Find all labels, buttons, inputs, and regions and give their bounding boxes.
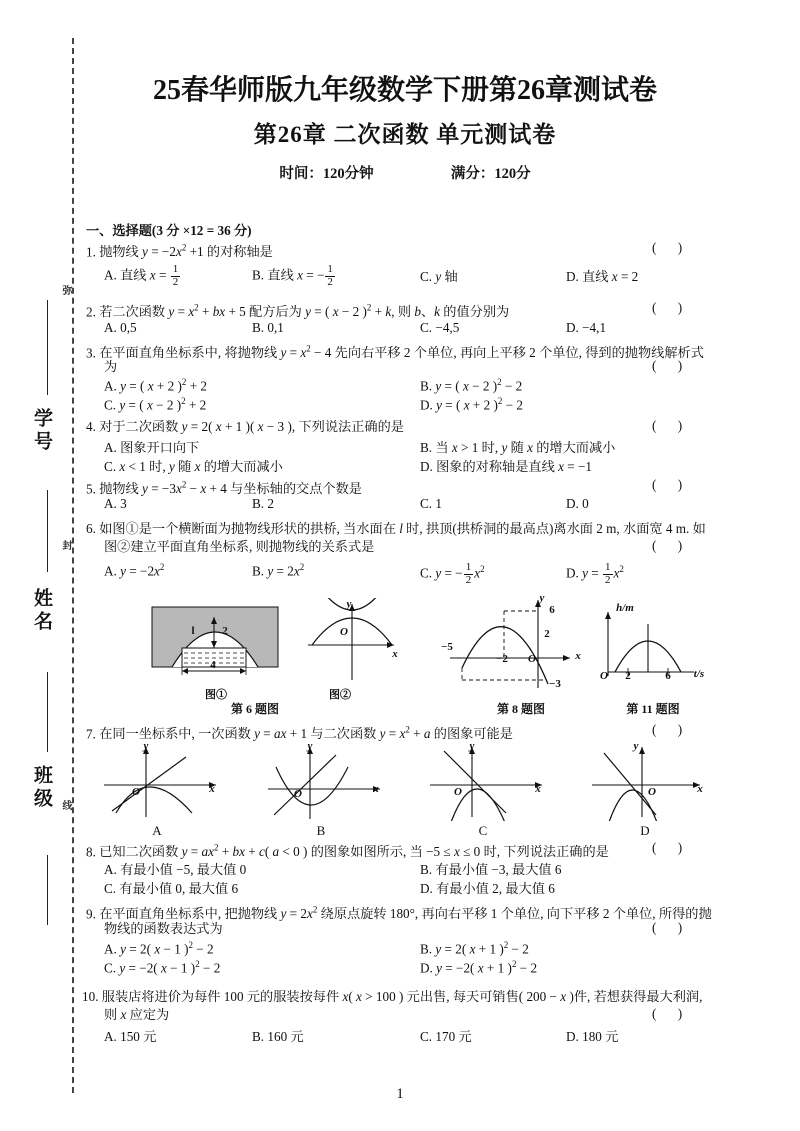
question-7-a-origin: O [132, 786, 140, 798]
seal-dashed-line [72, 38, 74, 1093]
question-1-stem [86, 240, 273, 260]
question-3-text: 在平面直角坐标系中, 将抛物线 $y = x^2 - 4$ 先向右平移 2 个单位, 再向上平移 2 个单位, 得到的抛物线解析式 [99, 344, 704, 361]
question-7-option-d-label: D [640, 823, 650, 838]
question-7-b-x-label: x [373, 783, 379, 795]
figure-q8-tick-6: 6 [549, 604, 555, 616]
section-heading: 一、选择题(3 分 ×12 = 36 分) [86, 223, 252, 238]
question-6-stem [86, 520, 706, 537]
question-7-c-origin: O [454, 786, 462, 798]
figure-arch-bridge [150, 605, 280, 683]
figure-q8-x-axis-label: x [575, 650, 581, 662]
question-3-stem-line2: 为 [104, 359, 118, 374]
question-3-option-b[interactable]: B. y = ( x − 2 )$^2$ − 2 [420, 377, 523, 394]
question-9-option-c[interactable]: C. y = −2( x − 1 )$^2$ − 2 [104, 959, 221, 976]
seal-char-2: 封 [60, 540, 71, 551]
question-7-option-d-graph[interactable] [586, 743, 711, 821]
figure-parabola-origin-label: O [340, 626, 348, 638]
question-5-option-d[interactable]: D. 0 [566, 496, 589, 511]
question-8-number: 8. [86, 844, 96, 860]
question-3-number: 3. [86, 345, 96, 361]
question-7-number: 7. [86, 726, 96, 742]
field-label-class: 班级 [31, 765, 52, 811]
question-6-option-a[interactable]: A. $y = -2x^2$ [104, 562, 165, 579]
question-6-option-d[interactable]: D. y = $\frac{1}{2}$ $x^2$ [566, 561, 624, 586]
question-10-option-c[interactable]: C. 170 元 [420, 1029, 472, 1044]
question-3-option-a[interactable]: A. y = ( x + 2 )$^2$ + 2 [104, 377, 208, 394]
figure-q11-y-axis-label: h/m [616, 602, 634, 614]
question-1-option-d[interactable]: D. 直线 x = 2 [566, 269, 639, 284]
question-10-text: 服装店将进价为每件 100 元的服装按每件 x( x > 100 ) 元出售, 每天可销售( 200 − x )件, 若想获得最大利润, [101, 989, 703, 1004]
question-8-text: 已知二次函数 $y = ax^2$ + bx + c( a < 0 ) 的图象如图所示, 当 −5 ≤ x ≤ 0 时, 下列说法正确的是 [99, 843, 609, 860]
page-number: 1 [396, 1086, 404, 1102]
question-5-answer-box[interactable]: ( ) [652, 477, 692, 492]
question-7-option-a-label: A [152, 823, 162, 838]
question-4-option-a[interactable]: A. 图象开口向下 [104, 440, 200, 455]
seal-rule-4 [47, 855, 48, 925]
question-9-answer-box[interactable]: ( ) [652, 920, 692, 935]
figure-label-1: 图① [205, 689, 227, 701]
question-9-option-a[interactable]: A. y = 2( x − 1 )$^2$ − 2 [104, 940, 214, 957]
question-8-option-c[interactable]: C. 有最小值 0, 最大值 6 [104, 881, 239, 896]
question-2-option-c[interactable]: C. −4,5 [420, 320, 460, 335]
question-10-number: 10. [82, 989, 99, 1004]
figure-q8-tick-neg5: −5 [441, 641, 453, 653]
question-2-stem [86, 300, 509, 320]
question-10-stem [82, 988, 702, 1005]
question-6-option-b[interactable]: B. $y = 2x^2$ [252, 562, 305, 579]
question-2-option-d[interactable]: D. −4,1 [566, 320, 607, 335]
question-7-option-b-graph[interactable] [262, 743, 387, 821]
question-7-option-a-graph[interactable] [98, 743, 223, 821]
seal-rule-2 [47, 490, 48, 572]
figure-q11-x-axis-label: t/s [693, 668, 705, 680]
question-3-option-d[interactable]: D. y = ( x + 2 )$^2$ − 2 [420, 396, 524, 413]
field-label-student-id: 学号 [31, 408, 52, 454]
page-title: 25春华师版九年级数学下册第26章测试卷 [152, 75, 657, 106]
figure-parabola-axes [292, 598, 402, 684]
question-5-text: 抛物线 $y = -3x^2 - x + 4$ 与坐标轴的交点个数是 [99, 480, 362, 497]
question-4-stem [86, 418, 404, 435]
question-7-a-y-label: y [143, 740, 149, 752]
question-4-option-d[interactable]: D. 图象的对称轴是直线 x = −1 [420, 459, 593, 474]
question-7-c-x-label: x [535, 783, 541, 795]
field-label-name: 姓名 [31, 588, 52, 634]
question-10-answer-box[interactable]: ( ) [652, 1006, 692, 1021]
question-5-option-c[interactable]: C. 1 [420, 496, 442, 511]
question-7-b-y-label: y [307, 740, 313, 752]
question-1-number: 1. [86, 244, 96, 260]
figure-8-caption: 第 8 题图 [496, 702, 545, 716]
figure-q11-origin-label: O [600, 670, 608, 682]
figure-label-2: 图② [329, 689, 351, 701]
question-10-option-b[interactable]: B. 160 元 [252, 1029, 304, 1044]
figure-q8-origin-label: O [528, 653, 536, 665]
figure-parabola-y-axis-label: y [346, 598, 352, 610]
question-4-answer-box[interactable]: ( ) [652, 418, 692, 433]
question-5-stem [86, 477, 362, 497]
question-7-d-y-label: y [633, 740, 639, 752]
figure-6-caption: 第 6 题图 [230, 702, 279, 716]
exam-meta [95, 162, 715, 183]
question-7-option-b-label: B [316, 823, 326, 838]
total-score: 满分：120分 [450, 166, 531, 182]
question-7-b-origin: O [294, 788, 302, 800]
question-5-option-a[interactable]: A. 3 [104, 496, 127, 511]
question-8-option-d[interactable]: D. 有最小值 2, 最大值 6 [420, 881, 555, 896]
question-10-option-a[interactable]: A. 150 元 [104, 1029, 157, 1044]
figure-q11-tick-2: 2 [625, 670, 631, 682]
question-9-option-d[interactable]: D. y = −2( x + 1 )$^2$ − 2 [420, 959, 538, 976]
seal-char-3: 线 [60, 800, 71, 811]
time-limit: 时间：120分钟 [279, 166, 374, 182]
question-7-d-x-label: x [697, 783, 703, 795]
question-6-text: 如图①是一个横断面为抛物线形状的拱桥, 当水面在 l 时, 拱顶(拱桥洞的最高点)离水面 2 m, 水面宽 4 m. 如 [99, 521, 706, 536]
question-9-stem-line2: 物线的函数表达式为 [104, 921, 223, 936]
question-5-number: 5. [86, 481, 96, 497]
question-1-text: 抛物线 $y = -2x^2 +1$ 的对称轴是 [99, 243, 273, 260]
question-5-option-b[interactable]: B. 2 [252, 496, 274, 511]
question-9-option-b[interactable]: B. y = 2( x + 1 )$^2$ − 2 [420, 940, 529, 957]
question-7-a-x-label: x [209, 783, 215, 795]
question-4-text: 对于二次函数 y = 2( x + 1 )( x − 3 ), 下列说法正确的是 [99, 419, 404, 434]
question-2-answer-box[interactable]: ( ) [652, 300, 692, 315]
figure-11-caption: 第 11 题图 [626, 702, 680, 716]
question-7-d-origin: O [648, 786, 656, 798]
question-9-text: 在平面直角坐标系中, 把抛物线 $y = 2x^2$ 绕原点旋转 180°, 再向右平移 1 个单位, 向下平移 2 个单位, 所得的抛 [99, 905, 712, 922]
seal-char-1: 弥 [60, 285, 71, 296]
question-6-option-c[interactable]: C. y = − $\frac{1}{2}$ $x^2$ [420, 561, 485, 586]
question-6-number: 6. [86, 521, 96, 536]
question-1-answer-box[interactable]: ( ) [652, 240, 692, 255]
question-8-answer-box[interactable]: ( ) [652, 840, 692, 855]
question-6-answer-box[interactable]: ( ) [652, 538, 692, 553]
question-8-option-a[interactable]: A. 有最小值 −5, 最大值 0 [104, 862, 247, 877]
figure-q8-tick-neg2: −2 [496, 653, 508, 665]
figure-q11-tick-6: 6 [665, 670, 671, 682]
figure-q8-tick-2: 2 [544, 628, 550, 640]
figure-arch-width-label: 4 [210, 659, 216, 671]
figure-arch-height-label: 2 [222, 625, 228, 637]
figure-arch-water-label: l [191, 625, 195, 637]
seal-rule-3 [47, 672, 48, 752]
question-9-number: 9. [86, 906, 96, 922]
question-3-stem [86, 341, 704, 361]
question-4-option-c[interactable]: C. x < 1 时, y 随 x 的增大而减小 [104, 459, 283, 474]
question-7-text: 在同一坐标系中, 一次函数 y = ax + 1 与二次函数 $y = x^2 + a$ 的图象可能是 [99, 725, 513, 742]
question-10-stem-line2: 则 x 应定为 [104, 1007, 170, 1022]
seal-margin [0, 0, 95, 1131]
question-1-option-b[interactable]: B. 直线 x = − $\frac{1}{2}$ [252, 263, 333, 288]
question-1-option-a[interactable]: A. 直线 x = $\frac{1}{2}$ [104, 263, 179, 288]
question-7-option-c-label: C [478, 823, 488, 838]
question-3-answer-box[interactable]: ( ) [652, 358, 692, 373]
figure-q8-y-axis-label: y [539, 592, 545, 604]
question-6-stem-line2: 图②建立平面直角坐标系, 则抛物线的关系式是 [104, 539, 375, 554]
question-4-option-b[interactable]: B. 当 x > 1 时, y 随 x 的增大而减小 [420, 440, 616, 455]
question-8-option-b[interactable]: B. 有最小值 −3, 最大值 6 [420, 862, 562, 877]
question-7-c-y-label: y [469, 740, 475, 752]
page-subtitle: 第26章 二次函数 单元测试卷 [253, 122, 557, 147]
question-8-stem [86, 840, 609, 860]
question-4-number: 4. [86, 419, 96, 434]
figure-parabola-x-axis-label: x [392, 648, 398, 660]
question-2-text: 若二次函数 $y = x^2$ + bx + 5 配方后为 y = ( x − 2 )$^2$ + k, 则 b、k 的值分别为 [99, 303, 510, 320]
seal-rule-1 [47, 300, 48, 395]
question-3-option-c[interactable]: C. y = ( x − 2 )$^2$ + 2 [104, 396, 207, 413]
question-2-number: 2. [86, 304, 96, 320]
question-2-option-b[interactable]: B. 0,1 [252, 320, 284, 335]
question-1-option-c[interactable]: C. y 轴 [420, 269, 458, 284]
question-7-option-c-graph[interactable] [424, 743, 549, 821]
question-2-option-a[interactable]: A. 0,5 [104, 320, 137, 335]
figure-q8-tick-neg3: −3 [549, 678, 561, 690]
question-10-option-d[interactable]: D. 180 元 [566, 1029, 619, 1044]
question-7-answer-box[interactable]: ( ) [652, 722, 692, 737]
